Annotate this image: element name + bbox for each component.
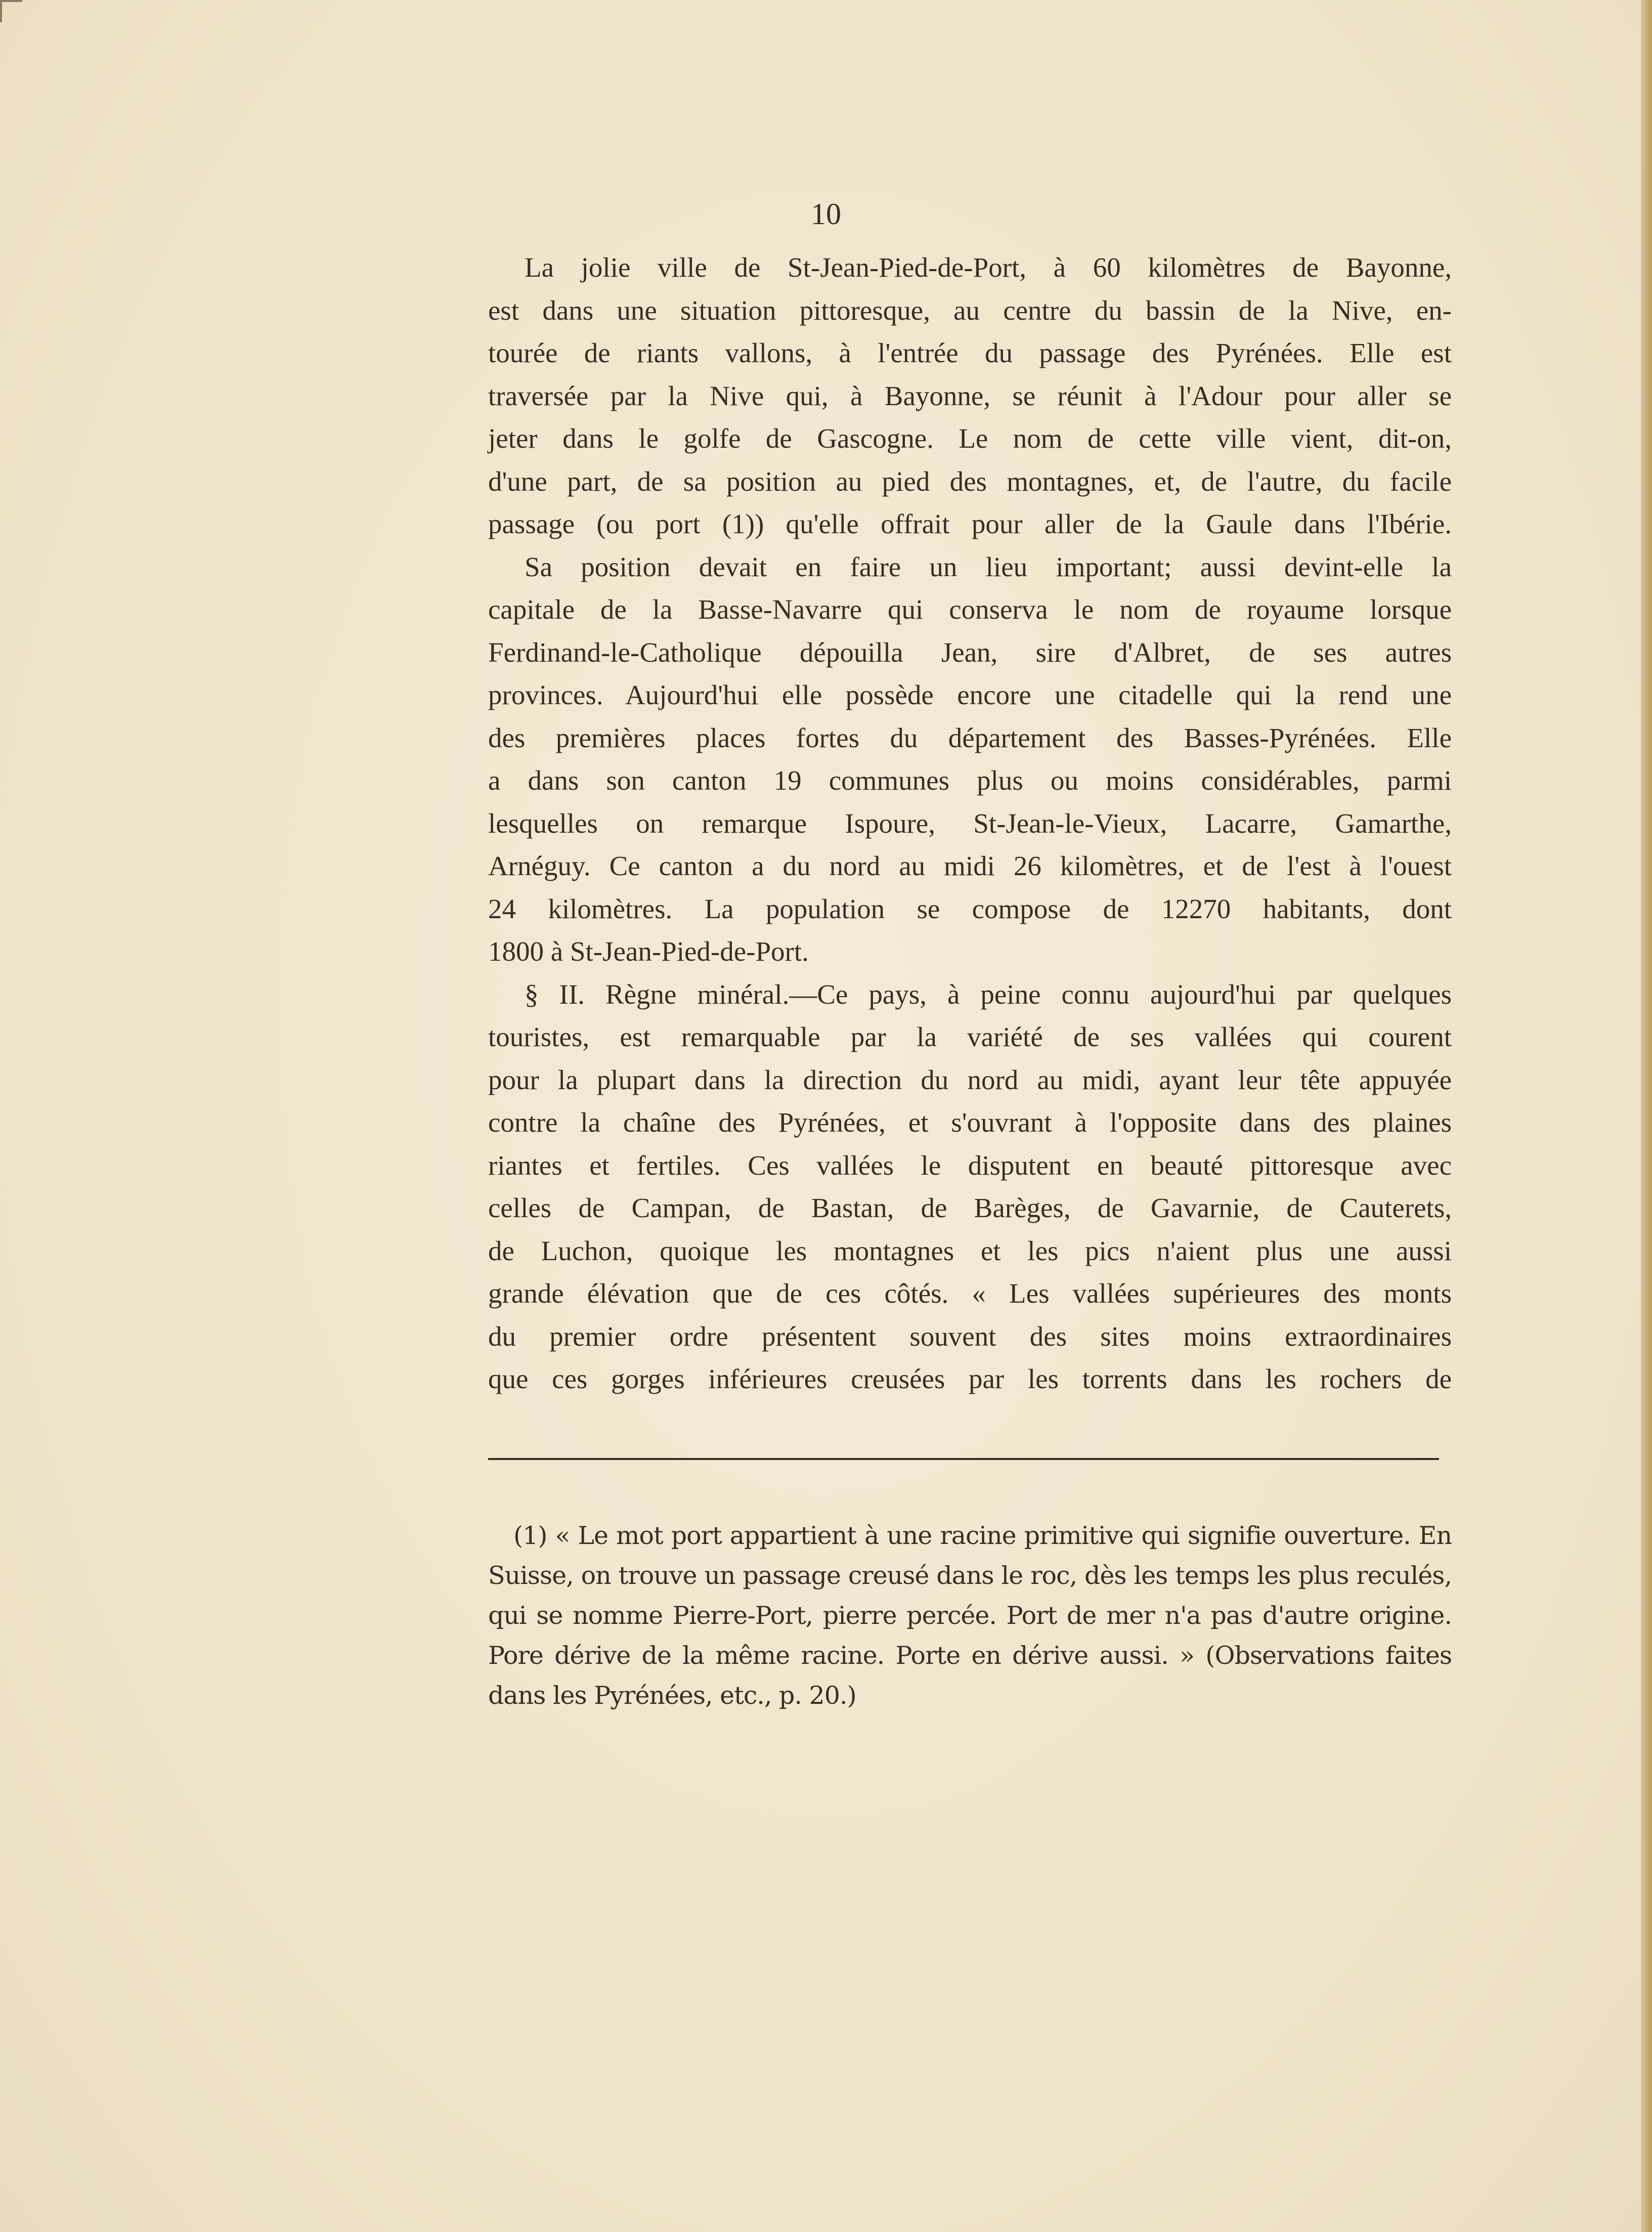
text-line: contre la chaîne des Pyrénées, et s'ouvrant à l'opposite dans des plaines — [488, 1107, 1452, 1138]
text-line: Arnéguy. Ce canton a du nord au midi 26 kilomètres, et de l'est à l'ouest — [488, 850, 1452, 881]
text-line: passage (ou port (1)) qu'elle offrait pour aller de la Gaule dans l'Ibérie. — [488, 508, 1452, 539]
page-number: 10 — [811, 197, 841, 231]
text-line: capitale de la Basse-Navarre qui conserva le nom de royaume lorsque — [488, 594, 1452, 625]
text-line: est dans une situation pittoresque, au centre du bassin de la Nive, en- — [488, 294, 1452, 326]
text-line: riantes et fertiles. Ces vallées le disputent en beauté pittoresque avec — [488, 1149, 1452, 1181]
footnote-line: Suisse, on trouve un passage creusé dans le roc, dès les temps les plus reculés, — [488, 1561, 1452, 1590]
text-line: 1800 à St-Jean-Pied-de-Port. — [488, 936, 809, 967]
text-line: pour la plupart dans la direction du nord au midi, ayant leur tête appuyée — [488, 1064, 1452, 1095]
footnote-line: Pore dérive de la même racine. Porte en dérive aussi. » (Observations faites — [488, 1641, 1452, 1670]
text-line: La jolie ville de St-Jean-Pied-de-Port, à 60 kilomètres de Bayonne, — [525, 252, 1452, 283]
text-line: que ces gorges inférieures creusées par les torrents dans les rochers de — [488, 1363, 1452, 1394]
main-text — [488, 246, 1452, 1401]
text-line: 24 kilomètres. La population se compose de 12270 habitants, dont — [488, 893, 1452, 924]
section-heading-line: § II. Règne minéral.—Ce pays, à peine connu aujourd'hui par quelques — [525, 978, 1452, 1010]
text-line: lesquelles on remarque Ispoure, St-Jean-le-Vieux, Lacarre, Gamarthe, — [488, 807, 1452, 839]
footnote-line: qui se nomme Pierre-Port, pierre percée. Port de mer n'a pas d'autre origine. — [488, 1601, 1452, 1630]
footnote-line: (1) « Le mot port appartient à une racine primitive qui signifie ouverture. En — [513, 1521, 1452, 1550]
footnote-separator — [488, 1458, 1439, 1460]
text-line: d'une part, de sa position au pied des montagnes, et, de l'autre, du facile — [488, 465, 1452, 497]
text-line: de Luchon, quoique les montagnes et les pics n'aient plus une aussi — [488, 1235, 1452, 1266]
text-line: jeter dans le golfe de Gascogne. Le nom de cette ville vient, dit-on, — [488, 423, 1452, 454]
text-line: Ferdinand-le-Catholique dépouilla Jean, sire d'Albret, de ses autres — [488, 636, 1452, 668]
text-line: celles de Campan, de Bastan, de Barèges, de Gavarnie, de Cauterets, — [488, 1192, 1452, 1223]
text-line: touristes, est remarquable par la variété de ses vallées qui courent — [488, 1021, 1452, 1052]
page-edge — [1641, 0, 1652, 2232]
text-line: a dans son canton 19 communes plus ou moins considérables, parmi — [488, 765, 1452, 796]
footnote — [488, 1516, 1452, 1715]
text-line: grande élévation que de ces côtés. « Les vallées supérieures des monts — [488, 1278, 1452, 1309]
footnote-line: dans les Pyrénées, etc., p. 20.) — [488, 1681, 856, 1710]
text-line: du premier ordre présentent souvent des sites moins extraordinaires — [488, 1320, 1452, 1352]
text-line: provinces. Aujourd'hui elle possède encore une citadelle qui la rend une — [488, 679, 1452, 710]
page-corner-mark — [0, 0, 22, 22]
text-line: traversée par la Nive qui, à Bayonne, se réunit à l'Adour pour aller se — [488, 380, 1452, 411]
text-line: des premières places fortes du département des Basses-Pyrénées. Elle — [488, 722, 1452, 753]
text-line: tourée de riants vallons, à l'entrée du passage des Pyrénées. Elle est — [488, 337, 1452, 368]
text-line: Sa position devait en faire un lieu important; aussi devint-elle la — [525, 551, 1452, 582]
